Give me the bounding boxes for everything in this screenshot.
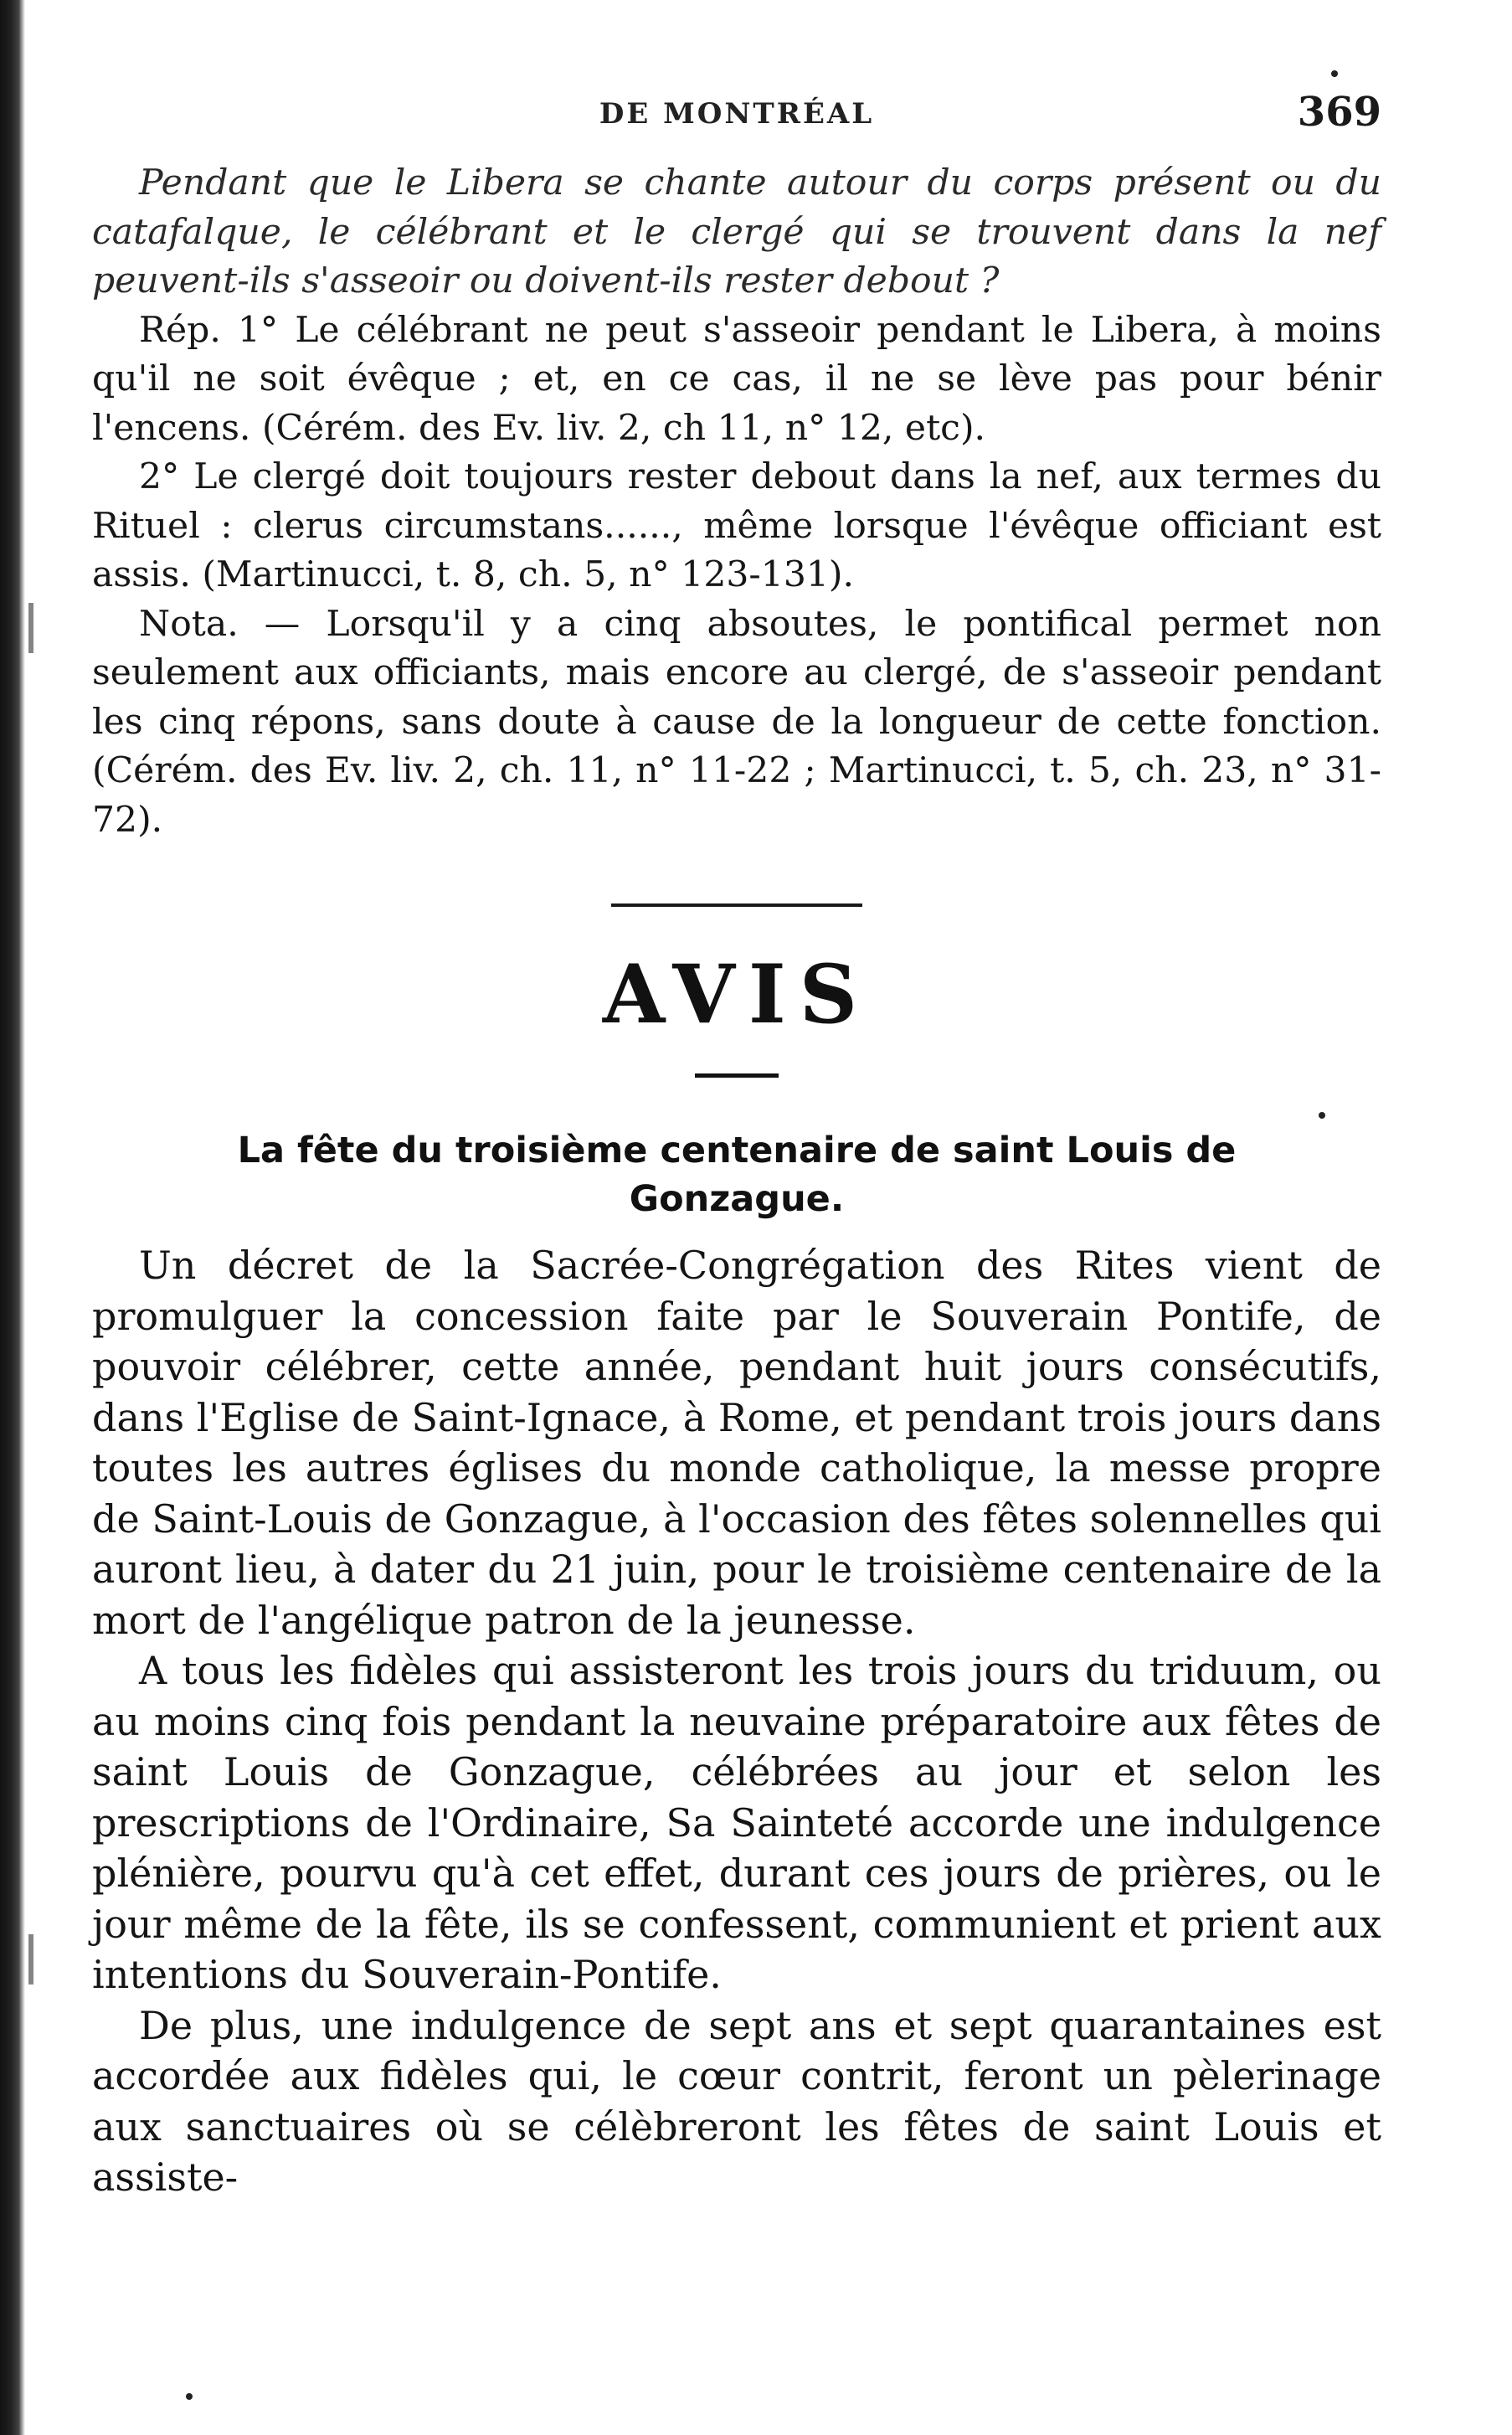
binding-speck [28,603,33,653]
notice-paragraph-1: Un décret de la Sacrée-Congrégation des Rites vient de promulguer la concession faite par le Souverain Pontife, de pouvoir célébrer, cette année, pendant huit jours consécutifs, dans l'Eglise de Saint-Ignace, à Rome, et pendant trois jours dans toutes les autres églises du monde catholique, la messe propre de Saint-Louis de Gonzague, à l'occasion des fêtes solennelles qui auront lieu, à dater du 21 juin, pour le troisième centenaire de la mort de l'angélique patron de la jeunesse. [92,1243,1381,1643]
print-speck [186,2393,193,2400]
section-divider [611,903,862,907]
book-page [92,84,1381,2203]
notice-paragraph-2: A tous les fidèles qui assisteront les trois jours du triduum, ou au moins cinq fois pendant la neuvaine préparatoire aux fêtes de saint Louis de Gonzague, célébrées au jour et selon les prescriptions de l'Ordinaire, Sa Sainteté accorde une indulgence plénière, pourvu qu'à cet effet, durant ces jours de prières, ou le jour même de la fête, ils se confessent, communient et prient aux intentions du Souverain-Pontife. [92,1648,1381,1997]
title-rule [695,1073,779,1078]
liturgy-question: Pendant que le Libera se chante autour du corps présent ou du catafalque, le célébrant et le clergé qui se trouvent dans la nef peuvent-ils s'asseoir ou doivent-ils rester debout ? [92,162,1381,301]
binding-speck [28,1934,33,1985]
running-head [92,84,1381,151]
nota-paragraph: Nota. — Lorsqu'il y a cinq absoutes, le pontifical permet non seulement aux officiants, mais encore au clergé, de s'asseoir pendant les cinq répons, sans doute à cause de la longueur de cette fonction. (Cérém. des Ev. liv. 2, ch. 11, n° 11-22 ; Martinucci, t. 5, ch. 23, n° 31-72). [92,603,1381,841]
page-number: 369 [1297,89,1381,136]
running-title: DE MONTRÉAL [599,97,875,131]
notice-title: AVIS [602,947,872,1042]
print-speck [1331,70,1338,77]
answer-paragraph-2: 2° Le clergé doit toujours rester debout dans la nef, aux termes du Rituel : clerus circumstans......, même lorsque l'évêque officiant est assis. (Martinucci, t. 8, ch. 5, n° 123-131). [92,456,1381,595]
answer-paragraph-1: Rép. 1° Le célébrant ne peut s'asseoir pendant le Libera, à moins qu'il ne soit évêque ; et, en ce cas, il ne se lève pas pour bénir l'encens. (Cérém. des Ev. liv. 2, ch 11, n° 12, etc). [92,309,1381,449]
notice-paragraph-3: De plus, une indulgence de sept ans et sept quarantaines est accordée aux fidèles qui, le cœur contrit, feront un pèlerinage aux sanctuaires où se célèbreront les fêtes de saint Louis et assiste- [92,2002,1381,2200]
binding-edge [0,0,25,2435]
notice-headline: La fête du troisième centenaire de saint Louis de Gonzague. [237,1130,1237,1220]
